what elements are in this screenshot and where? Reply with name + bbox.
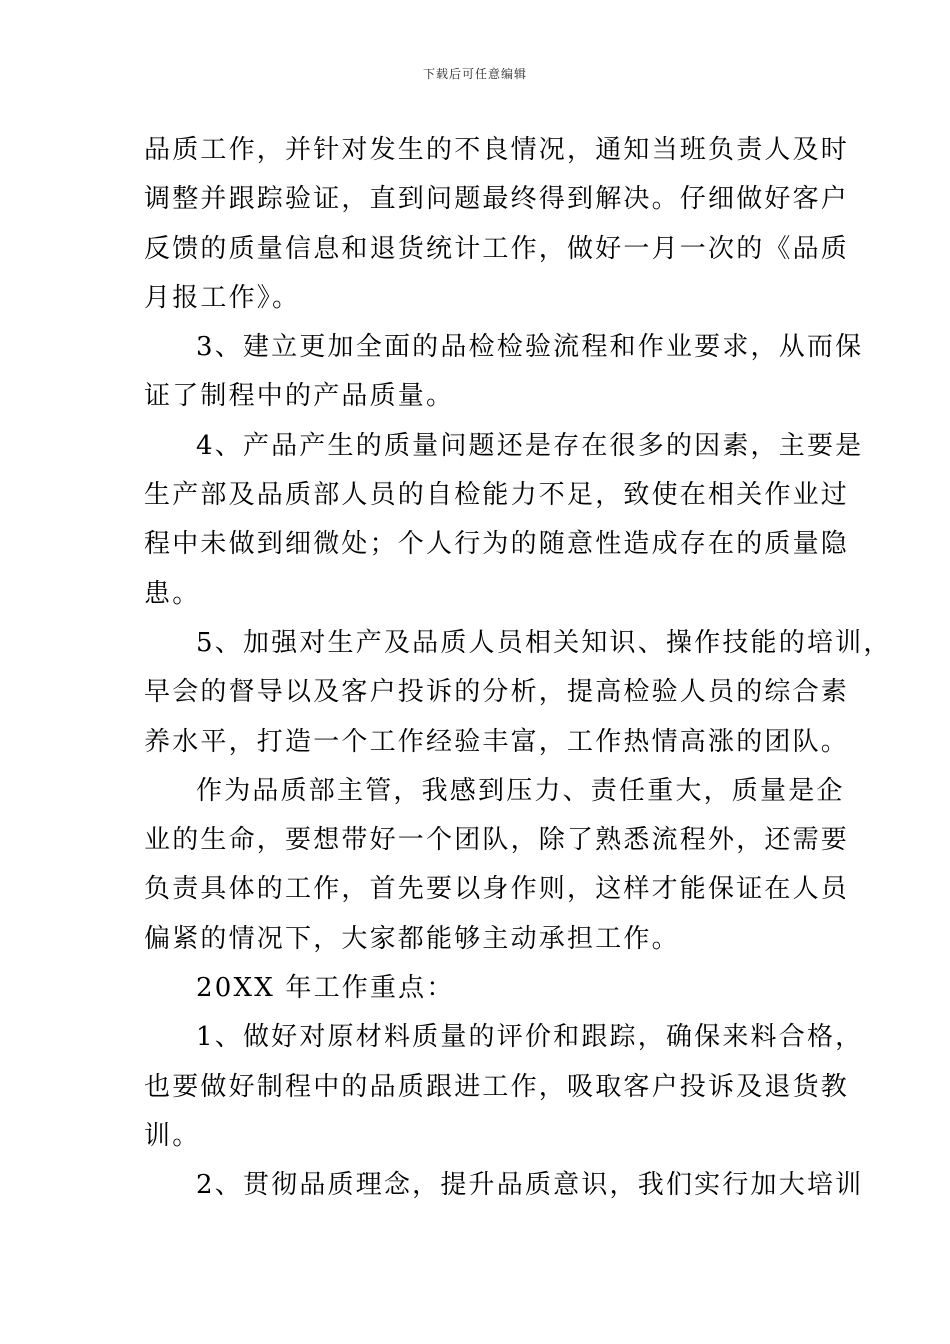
paragraph-start-line: 1、做好对原材料质量的评价和跟踪，确保来料合格， <box>196 1022 864 1053</box>
text-line: 也要做好制程中的品质跟进工作，吸取客户投诉及退货教 <box>144 1071 850 1102</box>
text-line: 患。 <box>144 578 201 609</box>
text-line: 偏紧的情况下，大家都能够主动承担工作。 <box>144 923 680 954</box>
text-line: 月报工作》。 <box>144 282 301 313</box>
text-line: 训。 <box>144 1120 201 1151</box>
text-line: 证了制程中的产品质量。 <box>144 381 455 412</box>
section-heading: 20XX 年工作重点： <box>196 973 455 1004</box>
paragraph-start-line: 2、贯彻品质理念，提升品质意识，我们实行加大培训 <box>196 1170 864 1201</box>
text-line: 业的生命，要想带好一个团队，除了熟悉流程外，还需要 <box>144 825 850 856</box>
document-body <box>144 126 892 1211</box>
text-line: 生产部及品质部人员的自检能力不足，致使在相关作业过 <box>144 480 850 511</box>
text-line: 品质工作，并针对发生的不良情况，通知当班负责人及时 <box>144 135 850 165</box>
paragraph-start-line: 3、建立更加全面的品检检验流程和作业要求，从而保 <box>196 332 864 363</box>
text-line: 调整并跟踪验证，直到问题最终得到解决。仔细做好客户 <box>144 184 850 215</box>
text-line: 反馈的质量信息和退货统计工作，做好一月一次的《品质 <box>144 233 850 264</box>
paragraph-start-line: 4、产品产生的质量问题还是存在很多的因素，主要是 <box>196 430 864 461</box>
text-line: 负责具体的工作，首先要以身作则，这样才能保证在人员 <box>144 874 850 905</box>
text-line: 养水平，打造一个工作经验丰富，工作热情高涨的团队。 <box>144 726 850 757</box>
paragraph-start-line: 5、加强对生产及品质人员相关知识、操作技能的培训， <box>196 627 892 658</box>
paragraph-start-line: 作为品质部主管，我感到压力、责任重大，质量是企 <box>196 775 845 806</box>
page-header: 下载后可任意编辑 <box>422 67 527 81</box>
text-line: 程中未做到细微处；个人行为的随意性造成存在的质量隐 <box>144 529 850 560</box>
text-line: 早会的督导以及客户投诉的分析，提高检验人员的综合素 <box>144 677 850 708</box>
